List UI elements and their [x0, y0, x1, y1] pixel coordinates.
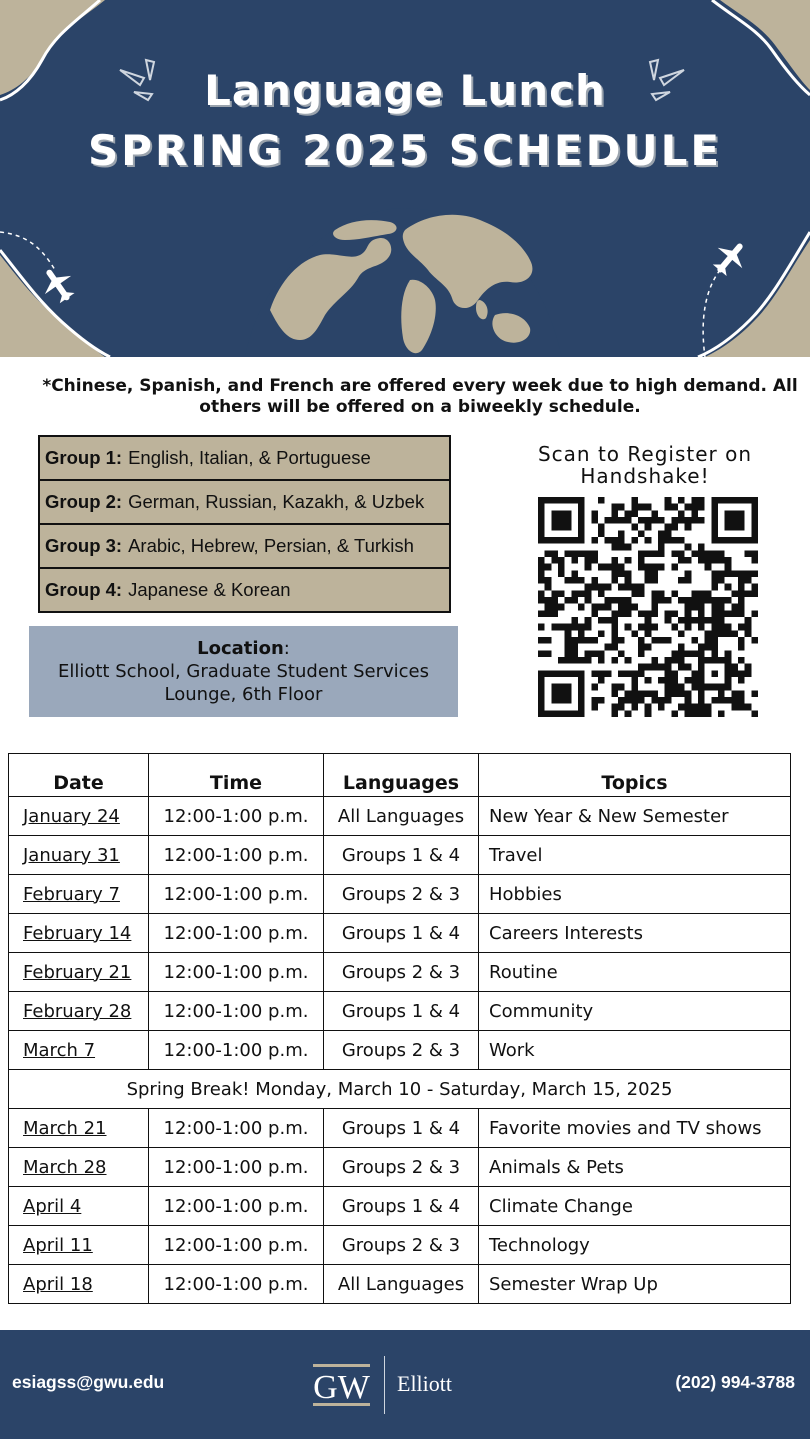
group-languages: Japanese & Korean	[128, 579, 291, 600]
time-cell: 12:00-1:00 p.m.	[149, 836, 324, 875]
date-cell[interactable]: February 14	[9, 914, 149, 953]
languages-cell: All Languages	[324, 797, 479, 836]
group-label: Group 1:	[45, 447, 123, 468]
schedule-row	[9, 953, 791, 992]
time-cell: 12:00-1:00 p.m.	[149, 875, 324, 914]
date-cell[interactable]: April 11	[9, 1226, 149, 1265]
languages-cell: Groups 2 & 3	[324, 1226, 479, 1265]
time-cell: 12:00-1:00 p.m.	[149, 953, 324, 992]
group-label: Group 2:	[45, 491, 123, 512]
schedule-row	[9, 836, 791, 875]
frequency-notice: *Chinese, Spanish, and French are offered every week due to high demand. All others will be offered on a biweekly schedule.	[42, 376, 798, 417]
location-line-1: Elliott School, Graduate Student Services	[57, 661, 429, 682]
group-label: Group 3:	[45, 535, 123, 556]
time-cell: 12:00-1:00 p.m.	[149, 1265, 324, 1304]
schedule-row	[9, 1187, 791, 1226]
topic-cell: Favorite movies and TV shows	[479, 1109, 791, 1148]
logo-text: Elliott	[397, 1371, 452, 1396]
group-row	[40, 437, 449, 481]
languages-cell: Groups 2 & 3	[324, 1148, 479, 1187]
schedule-row	[9, 1148, 791, 1187]
schedule-row	[9, 992, 791, 1031]
qr-caption-line-1: Scan to Register on	[537, 442, 753, 466]
title-line-1: Language Lunch	[204, 66, 606, 115]
date-cell[interactable]: January 24	[9, 797, 149, 836]
logo-divider	[384, 1356, 385, 1414]
language-groups-table	[38, 435, 451, 613]
languages-cell: Groups 2 & 3	[324, 1031, 479, 1070]
spring-break-row	[9, 1070, 791, 1109]
time-cell: 12:00-1:00 p.m.	[149, 797, 324, 836]
topic-cell: Hobbies	[479, 875, 791, 914]
gw-elliott-logo	[313, 1356, 463, 1414]
group-label: Group 4:	[45, 579, 123, 600]
location-box: Location: Elliott School, Graduate Student Services Lounge, 6th Floor	[29, 626, 458, 717]
time-cell: 12:00-1:00 p.m.	[149, 1148, 324, 1187]
languages-cell: Groups 1 & 4	[324, 1187, 479, 1226]
date-cell[interactable]: April 18	[9, 1265, 149, 1304]
footer	[0, 1330, 810, 1439]
location-label: Location	[197, 638, 284, 659]
date-cell[interactable]: March 7	[9, 1031, 149, 1070]
time-cell: 12:00-1:00 p.m.	[149, 1226, 324, 1265]
group-languages: English, Italian, & Portuguese	[128, 447, 371, 468]
group-row	[40, 525, 449, 569]
header-date: Date	[9, 754, 149, 797]
header-topics: Topics	[479, 754, 791, 797]
airplane-icon	[40, 265, 76, 305]
schedule-row	[9, 1226, 791, 1265]
topic-cell: Climate Change	[479, 1187, 791, 1226]
globe-icon	[240, 200, 565, 357]
date-cell[interactable]: February 21	[9, 953, 149, 992]
schedule-row	[9, 797, 791, 836]
header-banner	[0, 0, 810, 357]
schedule-header-row	[9, 754, 791, 797]
topic-cell: Work	[479, 1031, 791, 1070]
topic-cell: Routine	[479, 953, 791, 992]
languages-cell: Groups 1 & 4	[324, 914, 479, 953]
date-cell[interactable]: January 31	[9, 836, 149, 875]
time-cell: 12:00-1:00 p.m.	[149, 1109, 324, 1148]
time-cell: 12:00-1:00 p.m.	[149, 1031, 324, 1070]
topic-cell: Travel	[479, 836, 791, 875]
header-time: Time	[149, 754, 324, 797]
schedule-table	[8, 753, 791, 1304]
topic-cell: Technology	[479, 1226, 791, 1265]
group-languages: German, Russian, Kazakh, & Uzbek	[128, 491, 425, 512]
group-row	[40, 481, 449, 525]
airplane-icon	[712, 238, 748, 278]
title-line-2: SPRING 2025 SCHEDULE	[87, 126, 723, 175]
gw-logo-mark: GW	[313, 1364, 370, 1406]
languages-cell: Groups 1 & 4	[324, 836, 479, 875]
languages-cell: Groups 2 & 3	[324, 953, 479, 992]
date-cell[interactable]: March 28	[9, 1148, 149, 1187]
group-row	[40, 569, 449, 611]
time-cell: 12:00-1:00 p.m.	[149, 1187, 324, 1226]
schedule-row	[9, 1265, 791, 1304]
date-cell[interactable]: April 4	[9, 1187, 149, 1226]
topic-cell: Semester Wrap Up	[479, 1265, 791, 1304]
topic-cell: Animals & Pets	[479, 1148, 791, 1187]
date-cell[interactable]: March 21	[9, 1109, 149, 1148]
contact-phone[interactable]: (202) 994-3788	[675, 1372, 795, 1392]
topic-cell: Community	[479, 992, 791, 1031]
languages-cell: Groups 1 & 4	[324, 992, 479, 1031]
schedule-row	[9, 1031, 791, 1070]
schedule-row	[9, 875, 791, 914]
contact-email[interactable]: esiagss@gwu.edu	[12, 1372, 165, 1392]
languages-cell: Groups 1 & 4	[324, 1109, 479, 1148]
location-line-2: Lounge, 6th Floor	[164, 684, 323, 705]
topic-cell: New Year & New Semester	[479, 797, 791, 836]
schedule-row	[9, 1109, 791, 1148]
time-cell: 12:00-1:00 p.m.	[149, 992, 324, 1031]
header-languages: Languages	[324, 754, 479, 797]
languages-cell: Groups 2 & 3	[324, 875, 479, 914]
topic-cell: Careers Interests	[479, 914, 791, 953]
qr-caption	[500, 443, 790, 487]
qr-code-icon[interactable]	[538, 497, 758, 717]
qr-caption-line-2: Handshake!	[580, 464, 710, 488]
time-cell: 12:00-1:00 p.m.	[149, 914, 324, 953]
group-languages: Arabic, Hebrew, Persian, & Turkish	[128, 535, 414, 556]
date-cell[interactable]: February 28	[9, 992, 149, 1031]
schedule-row	[9, 914, 791, 953]
spring-break-notice: Spring Break! Monday, March 10 - Saturday, March 15, 2025	[9, 1070, 791, 1109]
languages-cell: All Languages	[324, 1265, 479, 1304]
date-cell[interactable]: February 7	[9, 875, 149, 914]
